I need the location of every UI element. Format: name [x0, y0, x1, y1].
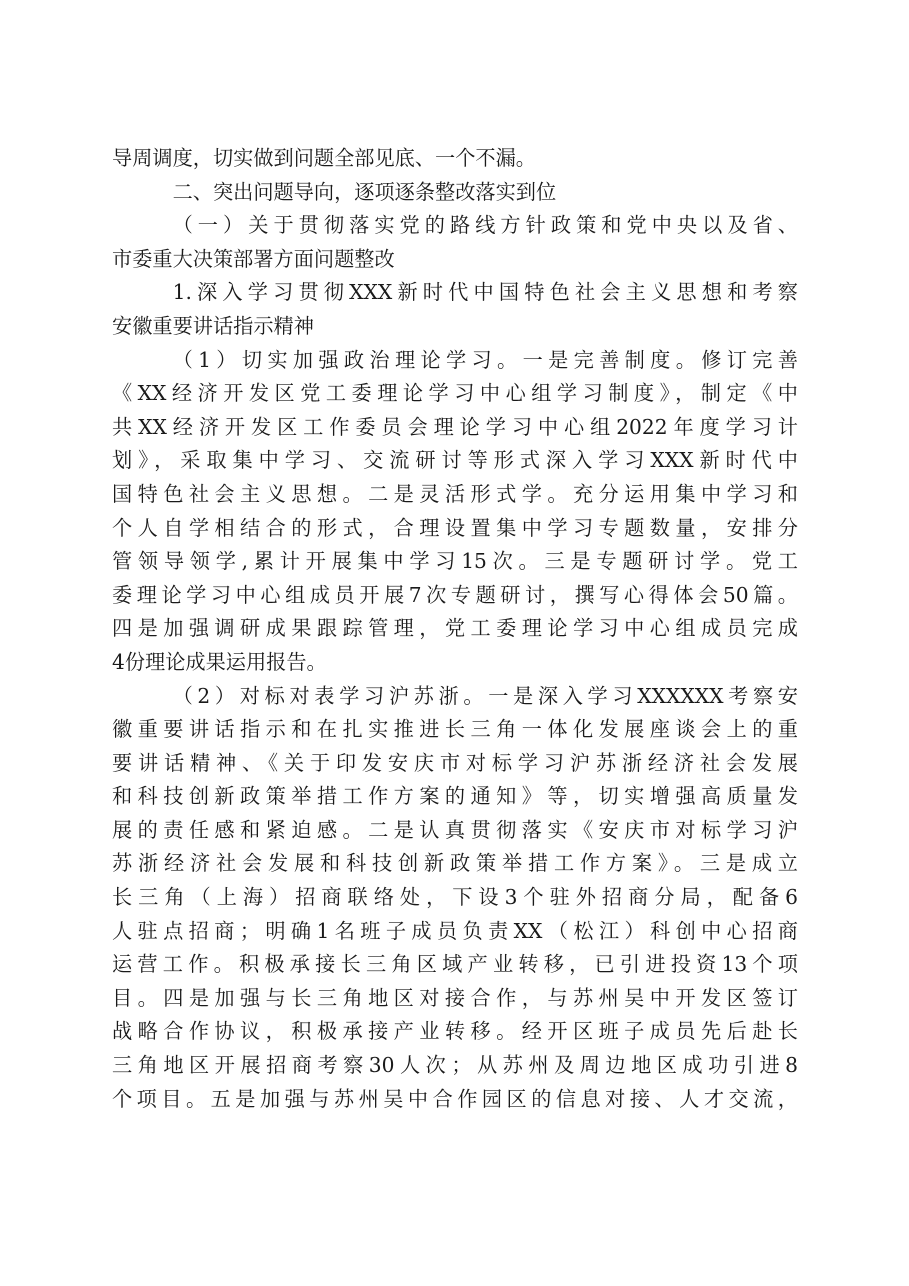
text-line: 苏浙经济社会发展和科技创新政策举措工作方案》。三是成立 — [112, 851, 798, 876]
text-line: （2）对标对表学习沪苏浙。一是深入学习XXXXXX考察安 — [172, 683, 798, 708]
text-line: 和科技创新政策举措工作方案的通知》等，切实增强高质量发 — [112, 784, 798, 809]
text-line: 划》，采取集中学习、交流研讨等形式深入学习XXX新时代中 — [112, 448, 798, 473]
text-line: 长三角（上海）招商联络处，下设3个驻外招商分局，配备6 — [112, 885, 798, 910]
text-line: 导周调度，切实做到问题全部见底、一个不漏。 — [112, 146, 536, 170]
text-line: 国特色社会主义思想。二是灵活形式学。充分运用集中学习和 — [112, 481, 798, 506]
text-line: （一）关于贯彻落实党的路线方针政策和党中央以及省、 — [172, 213, 798, 238]
text-line: 战略合作协议，积极承接产业转移。经开区班子成员先后赴长 — [112, 1019, 798, 1044]
text-line: 要讲话精神、《关于印发安庆市对标学习沪苏浙经济社会发展 — [112, 750, 798, 775]
text-line: 1.深入学习贯彻XXX新时代中国特色社会主义思想和考察 — [172, 280, 798, 305]
text-line: 徽重要讲话指示和在扎实推进长三角一体化发展座谈会上的重 — [112, 717, 798, 742]
text-line: 运营工作。积极承接长三角区域产业转移，已引进投资13个项 — [112, 952, 798, 977]
text-line: 市委重大决策部署方面问题整改 — [112, 246, 395, 271]
text-line: 目。四是加强与长三角地区对接合作，与苏州吴中开发区签订 — [112, 985, 798, 1010]
text-line: 委理论学习中心组成员开展7次专题研讨，撰写心得体会50篇。 — [112, 582, 798, 607]
document-page — [112, 142, 798, 1116]
text-line: 人驻点招商；明确1名班子成员负责XX（松江）科创中心招商 — [112, 918, 798, 943]
text-line: （1）切实加强政治理论学习。一是完善制度。修订完善 — [172, 347, 798, 372]
text-line: 共XX经济开发区工作委员会理论学习中心组2022年度学习计 — [112, 414, 798, 439]
document-body — [112, 142, 798, 1116]
text-line: 四是加强调研成果跟踪管理，党工委理论学习中心组成员完成 — [112, 616, 798, 641]
text-line: 安徽重要讲话指示精神 — [112, 313, 314, 338]
text-line: 个项目。五是加强与苏州吴中合作园区的信息对接、人才交流， — [112, 1086, 798, 1111]
text-line: 展的责任感和紧迫感。二是认真贯彻落实《安庆市对标学习沪 — [112, 817, 798, 842]
text-line: 三角地区开展招商考察30人次；从苏州及周边地区成功引进8 — [112, 1053, 798, 1078]
text-line: 二、突出问题导向，逐项逐条整改落实到位 — [172, 179, 557, 204]
text-line: 4份理论成果运用报告。 — [112, 649, 327, 674]
text-line: 管领导领学,累计开展集中学习15次。三是专题研讨学。党工 — [112, 549, 798, 574]
text-line: 个人自学相结合的形式，合理设置集中学习专题数量，安排分 — [112, 515, 798, 540]
text-line: 《XX经济开发区党工委理论学习中心组学习制度》，制定《中 — [112, 381, 798, 406]
